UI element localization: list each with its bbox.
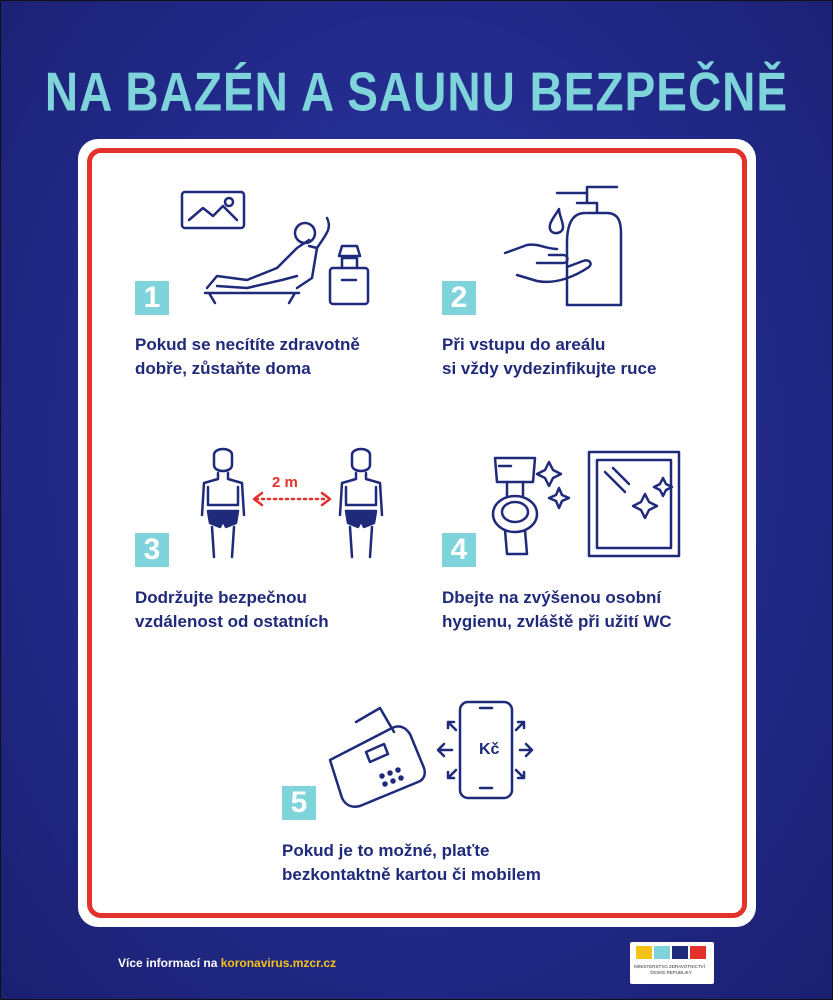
footer-info <box>118 956 336 970</box>
step-caption-1-line1: Pokud se necítíte zdravotně <box>135 335 360 354</box>
resting-person-icon <box>177 188 377 313</box>
footer-text: Více informací na <box>118 956 218 970</box>
step-caption-3 <box>135 586 329 634</box>
step-number-3: 3 <box>135 533 169 567</box>
person-left <box>202 449 244 557</box>
logo-graphic <box>636 946 706 959</box>
step-caption-3-line1: Dodržujte bezpečnou <box>135 588 307 607</box>
step-caption-3-line2: vzdálenost od ostatních <box>135 612 329 631</box>
footer-link[interactable]: koronavirus.mzcr.cz <box>220 956 337 970</box>
step-number-2: 2 <box>442 281 476 315</box>
rules-card <box>78 139 756 927</box>
ministry-logo <box>630 942 714 984</box>
rules-card-border <box>87 148 747 918</box>
distance-label: 2 m <box>272 474 298 491</box>
step-caption-5 <box>282 839 541 887</box>
currency-label: Kč <box>479 741 500 758</box>
step-number-1: 1 <box>135 281 169 315</box>
logo-line2: ČESKÉ REPUBLIKY <box>650 970 692 975</box>
page-title: NA BAZÉN A SAUNU BEZPEČNĚ <box>44 61 789 123</box>
step-caption-4 <box>442 586 672 634</box>
step-caption-5-line2: bezkontaktně kartou či mobilem <box>282 865 541 884</box>
step-number-5: 5 <box>282 786 316 820</box>
step-caption-1-line2: dobře, zůstaňte doma <box>135 359 311 378</box>
social-distance-icon <box>192 443 392 563</box>
clean-toilet-icon <box>487 448 687 568</box>
step-caption-4-line1: Dbejte na zvýšenou osobní <box>442 588 662 607</box>
step-caption-5-line1: Pokud je to možné, plaťte <box>282 841 490 860</box>
step-number-4: 4 <box>442 533 476 567</box>
person-right <box>340 449 382 557</box>
step-caption-2-line1: Při vstupu do areálu <box>442 335 606 354</box>
step-caption-1 <box>135 333 360 381</box>
logo-line1: MINISTERSTVO ZDRAVOTNICTVÍ <box>634 964 705 969</box>
hand-sanitizer-icon <box>497 183 637 313</box>
step-caption-4-line2: hygienu, zvláště při užití WC <box>442 612 672 631</box>
step-caption-2-line2: si vždy vydezinfikujte ruce <box>442 359 657 378</box>
step-caption-2 <box>442 333 656 381</box>
contactless-payment-icon <box>320 698 550 813</box>
